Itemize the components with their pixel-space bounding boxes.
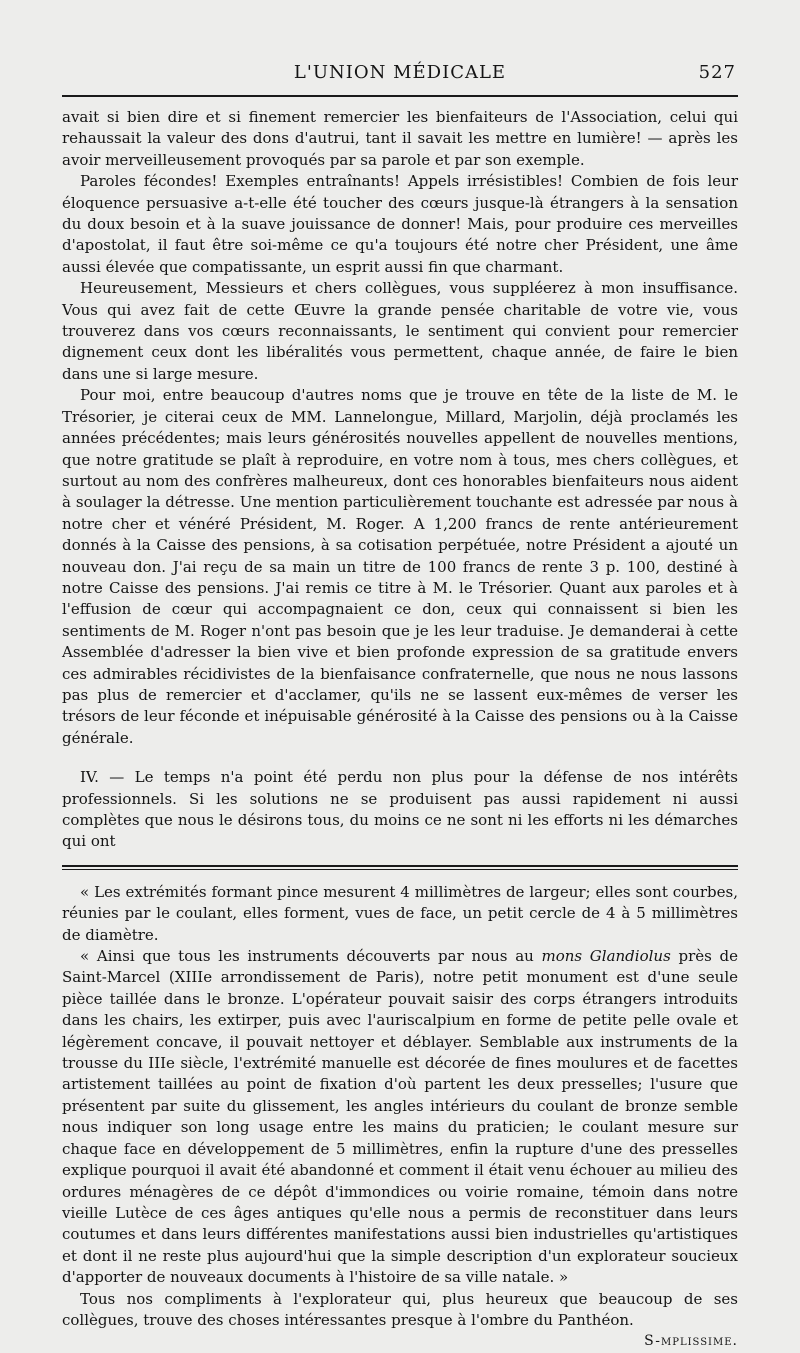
running-header: [62, 62, 738, 88]
quote-text: près de Saint-Marcel (XIIIe arrondissement de Paris), notre petit monument est d'une seule pièce taillée dans le bronze. L'opérateur pouvait saisir des corps étrangers introduits dans les chairs, les extirper, puis avec l'auriscalpium en forme de petite pelle ovale et légèrement concave, il pouvait nettoyer et déblayer. Semblable aux instruments de la trousse du IIIe siècle, l'extrémité manuelle est décorée de fines moulures et de facettes artistement taillées au point de fixation d'où partent les deux presselles; l'usure que présentent par suite du glissement, les angles intérieurs du coulant de bronze semble nous indiquer son long usage entre les mains du praticien; le coulant mesure sur chaque face en développement de 5 millimètres, enfin la rupture d'une des presselles explique pourquoi il avait été abandonné et comment il était venu échouer au milieu des ordures ménagères de ce dépôt d'immondices ou voirie romaine, témoin dans notre vieille Lutèce de ces âges antiques qu'elle nous a permis de reconstituer dans leurs coutumes et dans leurs différentes manifestations aussi bien industrielles qu'artistiques et dont il ne reste plus aujourd'hui que la simple description d'un explorateur soucieux d'apporter de nouveaux documents à l'histoire de sa ville natale. »: [62, 947, 738, 1287]
paragraph: Paroles fécondes! Exemples entraînants! Appels irrésistibles! Combien de fois leur éloquence persuasive a-t-elle été toucher des cœurs jusque-là étrangers à la sensation du doux besoin et à la suave jouissance de donner! Mais, pour produire ces merveilles d'apostolat, il faut être soi-même ce qu'a toujours été notre cher Président, une âme aussi élevée que compatissante, un esprit aussi fin que charmant.: [62, 172, 738, 276]
document-page: [62, 62, 738, 1350]
closing-text: Tous nos compliments à l'explorateur qui, plus heureux que beaucoup de ses collègues, trouve des choses intéressantes presque à l'ombre du Panthéon.: [62, 1289, 738, 1329]
paragraph: Pour moi, entre beaucoup d'autres noms que je trouve en tête de la liste de M. le Trésorier, je citerai ceux de MM. Lannelongue, Millard, Marjolin, déjà proclamés les années précédentes; mais leurs générosités nouvelles appellent de nouvelles mentions, que notre gratitude se plaît à reproduire, en votre nom à tous, mes chers collègues, et surtout au nom des confrères malheureux, dont ces honorables bienfaiteurs nous aident à soulager la détresse. Une mention particulièrement touchante est adressée par nous à notre cher et vénéré Président, M. Roger. A 1,200 francs de rente antérieurement donnés à la Caisse des pensions, à sa cotisation perpétuée, notre Président a ajouté un nouveau don. J'ai reçu de sa main un titre de 100 francs de rente 3 p. 100, destiné à notre Caisse des pensions. J'ai remis ce titre à M. le Trésorier. Quant aux paroles et à l'effusion de cœur qui accompagnaient ce don, ceux qui connaissent si bien les sentiments de M. Roger n'ont pas besoin que je les leur traduise. Je demanderai à cette Assemblée d'adresser la bien vive et bien profonde expression de sa gratitude envers ces admirables récidivistes de la bienfaisance confraternelle, que nous ne nous lassons pas plus de remercier et d'acclamer, qu'ils ne se lassent eux-mêmes de verser les trésors de leur féconde et inépuisable générosité à la Caisse des pensions ou à la Caisse générale.: [62, 386, 738, 747]
paragraph: Heureusement, Messieurs et chers collègues, vous suppléerez à mon insuffisance. Vous qui avez fait de cette Œuvre la grande pensée charitable de votre vie, vous trouverez dans vos cœurs reconnaissants, le sentiment qui convient pour remercier dignement ceux dont les libéralités vous permettent, chaque année, de faire le bien dans une si large mesure.: [62, 279, 738, 383]
header-rule: [62, 95, 738, 97]
closing-paragraph: [62, 1289, 738, 1350]
main-article: [62, 107, 738, 853]
paragraph: avait si bien dire et si finement remercier les bienfaiteurs de l'Association, celui qui rehaussait la valeur des dons d'autrui, tant il savait les mettre en lumière! — après les avoir merveilleusement provoqués par sa parole et par son exemple.: [62, 108, 738, 169]
section-iv-paragraph: IV. — Le temps n'a point été perdu non plus pour la défense de nos intérêts professionnels. Si les solutions ne se produisent pas aussi rapidement ni aussi complètes que nous le désirons tous, du moins ce ne sont ni les efforts ni les démarches qui ont: [62, 768, 738, 851]
lower-article: [62, 882, 738, 1350]
quote-paragraph: [62, 946, 738, 1289]
section-divider: [62, 865, 738, 870]
page-number: 527: [698, 62, 736, 83]
journal-title: L'UNION MÉDICALE: [293, 62, 507, 83]
quote-text: « Ainsi que tous les instruments découverts par nous au: [80, 947, 542, 966]
place-name: mons Glandiolus: [541, 947, 671, 966]
quote-paragraph: « Les extrémités formant pince mesurent 4 millimètres de largeur; elles sont courbes, réunies par le coulant, elles forment, vues de face, un petit cercle de 4 à 5 millimètres de diamètre.: [62, 882, 738, 944]
signature: S-mplissime.: [644, 1333, 738, 1350]
